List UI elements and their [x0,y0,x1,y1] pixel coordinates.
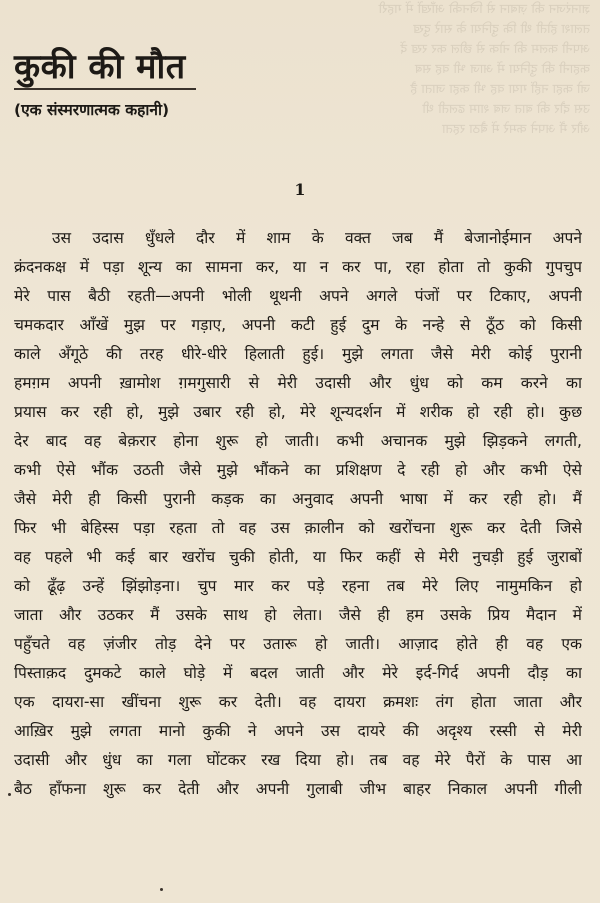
body-line: प्रयास कर रही हो, मुझे उबार रही हो, मेरे शून्यदर्शन में शरीक हो रही हो। कुछ [14,403,582,421]
body-line: हमग़म अपनी ख़ामोश ग़मगुसारी से मेरी उदासी और धुंध को कम करने का [14,374,582,392]
section-number: 1 [294,180,306,199]
body-line: पिस्ताक़द दुमकटे काले घोड़े में बदल जाती और मेरे इर्द-गिर्द अपनी दौड़ का [14,664,582,682]
story-title: कुकी की मौत [14,47,186,87]
body-line: देर बाद वह बेक़रार होना शुरू हो जाती। कभी अचानक मुझे झिड़कने लगती, [14,432,582,450]
ink-speck [160,888,163,891]
body-line: एक दायरा-सा खींचना शुरू कर देती। वह दायरा क्रमशः तंग होता जाता और [14,693,582,711]
body-line: कभी ऐसे भौंक उठती जैसे मुझे भौंकने का प्रशिक्षण दे रही हो और कभी ऐसे [14,461,582,479]
body-line: को ढूँढ़ उन्हें झिंझोड़ना। चुप मार कर पड़े रहना तब मेरे लिए नामुमकिन हो [14,577,582,595]
body-line: क्रंदनकक्ष में पड़ा शून्य का सामना कर, या न कर पा, रहा होता तो कुकी गुपचुप [14,258,582,276]
title-underline [14,88,196,90]
body-line: उस उदास धुँधले दौर में शाम के वक्त जब मैं बेजानोईमान अपने [52,229,582,247]
body-line: काले अँगूठे की तरह धीरे-धीरे हिलाती हुई। मुझे लगता जैसे मेरी कोई पुरानी [14,345,582,363]
body-line: मेरे पास बैठी रहती—अपनी भोली थूथनी अपने अगले पंजों पर टिकाए, अपनी [14,287,582,305]
body-line: बैठ हाँफना शुरू कर देती और अपनी गुलाबी जीभ बाहर निकाल अपनी गीली [14,780,582,798]
body-line: फिर भी बेहिस्स पड़ा रहता तो वह उस क़ालीन को खरोंचना शुरू कर देती जिसे [14,519,582,537]
ink-speck [8,793,11,796]
body-line: उदासी और धुंध का गला घोंटकर रख दिया हो। तब वह मेरे पैरों के पास आ [14,751,582,769]
body-line: जैसे मेरी ही किसी पुरानी कड़क का अनुवाद अपनी भाषा में कर रही हो। मैं [14,490,582,508]
show-through-text: ज्ञानरंजन की ज़बान से जिनकी आँखों में गहरी तलाश होती थी कि दुनिया के सारे दुख अपनी कलम की नोक से छील कर रख दें कहानी की दुनिया में आज भी वह सब जो कहा नहीं गया वह भी कहा जाता है उस दौर की बात जब शाम ढलती थी और मैं अपने कमरे में बैठा रहता [378,2,590,137]
story-subtitle: (एक संस्मरणात्मक कहानी) [14,101,170,119]
body-line: जाता और उठकर मैं उसके साथ हो लेता। जैसे ही हम उसके प्रिय मैदान में [14,606,582,624]
body-line: वह पहले भी कई बार खरोंच चुकी होती, या फिर कहीं से मेरी नुचड़ी हुई जुराबों [14,548,582,566]
body-line: पहुँचते वह ज़ंजीर तोड़ देने पर उतारू हो जाती। आज़ाद होते ही वह एक [14,635,582,653]
body-line: चमकदार आँखें मुझ पर गड़ाए, अपनी कटी हुई दुम के नन्हे से ठूँठ को किसी [14,316,582,334]
body-line: आख़िर मुझे लगता मानो कुकी ने अपने उस दायरे की अदृश्य रस्सी से मेरी [14,722,582,740]
story-body [14,224,582,804]
